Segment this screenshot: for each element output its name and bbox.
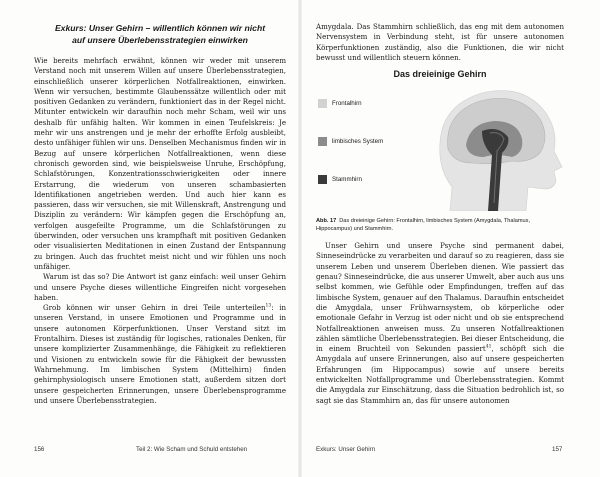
- legend-swatch-stammhirn: [318, 175, 327, 184]
- paragraph-top: Amygdala. Das Stammhirn schließlich, das eng mit dem autonomen Nervensystem in Verbindung steht, ist für unsere autonomen Körperfunktionen zuständig, also die Funktionen, die wir nicht bewusst und willentlich steuern können.: [316, 22, 564, 62]
- paragraph-a-start: Unser Gehirn und unsere Psyche sind permanent dabei, Sinneseindrücke zu verarbeiten und darauf so zu reagieren, dass sie unserem Leben und unserem Überleben dienen. Wie passiert das genau? Sinneseindrücke, die aus unserer Umwelt, aber auch aus uns selbst kommen, wie Gefühle oder Empfindungen, treffen auf das limbische System, genauer auf den Thalamus. Daraufhin entscheidet die Amygdala, unser Frühwarnsystem, ob körperliche oder emotionale Gefahr in Verzug ist oder nicht und ob sie entsprechend Notfallreaktionen anweisen muss. Zu unseren Notfallreaktionen zählen sämtliche Überlebensstrategien. Bei dieser Entscheidung, die in einem Bruchteil von Sekunden passiert: [316, 241, 564, 354]
- paragraph-3: [34, 303, 286, 406]
- paragraph-a: [316, 241, 564, 406]
- figure-title: Das dreieinige Gehirn: [393, 69, 487, 80]
- footnote-ref-13: 13: [265, 303, 272, 309]
- legend-label-stammhirn: Stammhirn: [332, 176, 362, 184]
- heading-line-2: auf unsere Überlebensstrategien einwirken: [72, 35, 248, 45]
- paragraph-1: Wie bereits mehrfach erwähnt, können wir weder mit unserem Verstand noch mit unserem Willen auf unsere Überlebensstrategien, einschließlich unserer körperlichen Notfallreaktionen, einwirken. Wenn wir versuchen, bestimmte Glaubenssätze willentlich oder mit positiven Gedanken zu verändern, funktioniert das in der Regel nicht. Mitunter entwickeln wir daraufhin noch mehr Scham, weil wir uns deshalb für unfähig halten. Wir kommen in einen Teufelskreis: Je mehr wir uns anstrengen und je mehr der erhoffte Erfolg ausbleibt, desto unfähiger fühlen wir uns. Denselben Mechanismus finden wir in Bezug auf unsere körperlichen Notfallreaktionen, wenn diese chronisch geworden sind, wie beispielsweise Unruhe, Erschöpfung, Schlafstörungen, Konzentrationsschwierigkeiten oder innere Erstarrung, die wiederum von unseren schambasierten Identifikationen angetrieben werden. Und auch hier kann es passieren, dass wir versuchen, sie mit Willenskraft, Anstrengung und Disziplin zu verändern: Wir kämpfen gegen die Erschöpfung an, verfolgen ausgefeilte Programme, um die Schlafstörungen zu überwinden, oder versuchen uns krampfhaft mit positiven Gedanken oder visualisierten Meditationen in einen Zustand der Entspannung zu bringen. Auch das fruchtet meist nicht und wir fühlen uns noch unfähiger.: [34, 56, 286, 271]
- caption-label: Abb. 17: [316, 218, 337, 225]
- legend-label-frontalhirn: Frontalhirn: [332, 100, 362, 108]
- legend-swatch-frontalhirn: [318, 99, 327, 108]
- paragraph-3-start: Grob können wir unser Gehirn in drei Teile unterteilen: [43, 303, 266, 313]
- paragraph-2: Warum ist das so? Die Antwort ist ganz einfach: weil unser Gehirn und unsere Psyche dieses willentliche Eingreifen nicht vorgesehen haben.: [34, 272, 286, 302]
- heading-line-1: Exkurs: Unser Gehirn – willentlich können wir nicht: [54, 23, 266, 33]
- caption-text: Das dreieinige Gehirn: Frontalhirn, limbisches System (Amygdala, Thalamus, Hippocampus) und Stammhirn.: [316, 218, 531, 233]
- paragraph-a-rest: , schöpft sich die Amygdala auf unsere Erinnerungen, also auf unsere gespeicherten Erfahrungen (im Hippocampus) sowie auf unsere bereits entwickelten Notfallprogramme und Überlebensstrategien. Kommt die Amygdala zur Einschätzung, dass die Situation bedrohlich ist, so sagt sie das Stammhirn an, das für unsere autonomen: [316, 344, 565, 405]
- head-brain-illustration: [432, 83, 564, 211]
- running-footer-left: Teil 2: Wie Scham und Schuld entstehen: [136, 446, 248, 453]
- paragraph-3-rest: : in unseren Verstand, in unsere Emotionen und Programme und in unsere autonomen Körperfunktionen. Unser Verstand sitzt im Frontalhirn. Dieses ist zuständig für logisches, rationales Denken, für unsere komplizierter Zusammenhänge, die Fähigkeit zu reflektieren und Visionen zu entwickeln sowie für die Fähigkeit der bewussten Wahrnehmung. Im limbischen System (Mittelhirn) finden gehirnphysiologisch unsere Emotionen statt, außerdem sitzen dort unsere gespeicherten Erinnerungen, unsere Überlebensprogramme und unsere Überlebensstrategien.: [34, 303, 286, 405]
- footnote-ref-41: 41: [485, 344, 492, 350]
- brain-figure: [316, 83, 564, 211]
- legend-swatch-limbisches-system: [318, 137, 327, 146]
- right-page: [300, 0, 600, 477]
- figure-caption: [316, 217, 564, 233]
- page-number-left: 156: [34, 446, 45, 453]
- legend-label-limbisches-system: limbisches System: [332, 138, 384, 146]
- section-heading: [34, 22, 286, 46]
- page-number-right: 157: [552, 446, 563, 453]
- running-footer-right: Exkurs: Unser Gehirn: [316, 446, 376, 453]
